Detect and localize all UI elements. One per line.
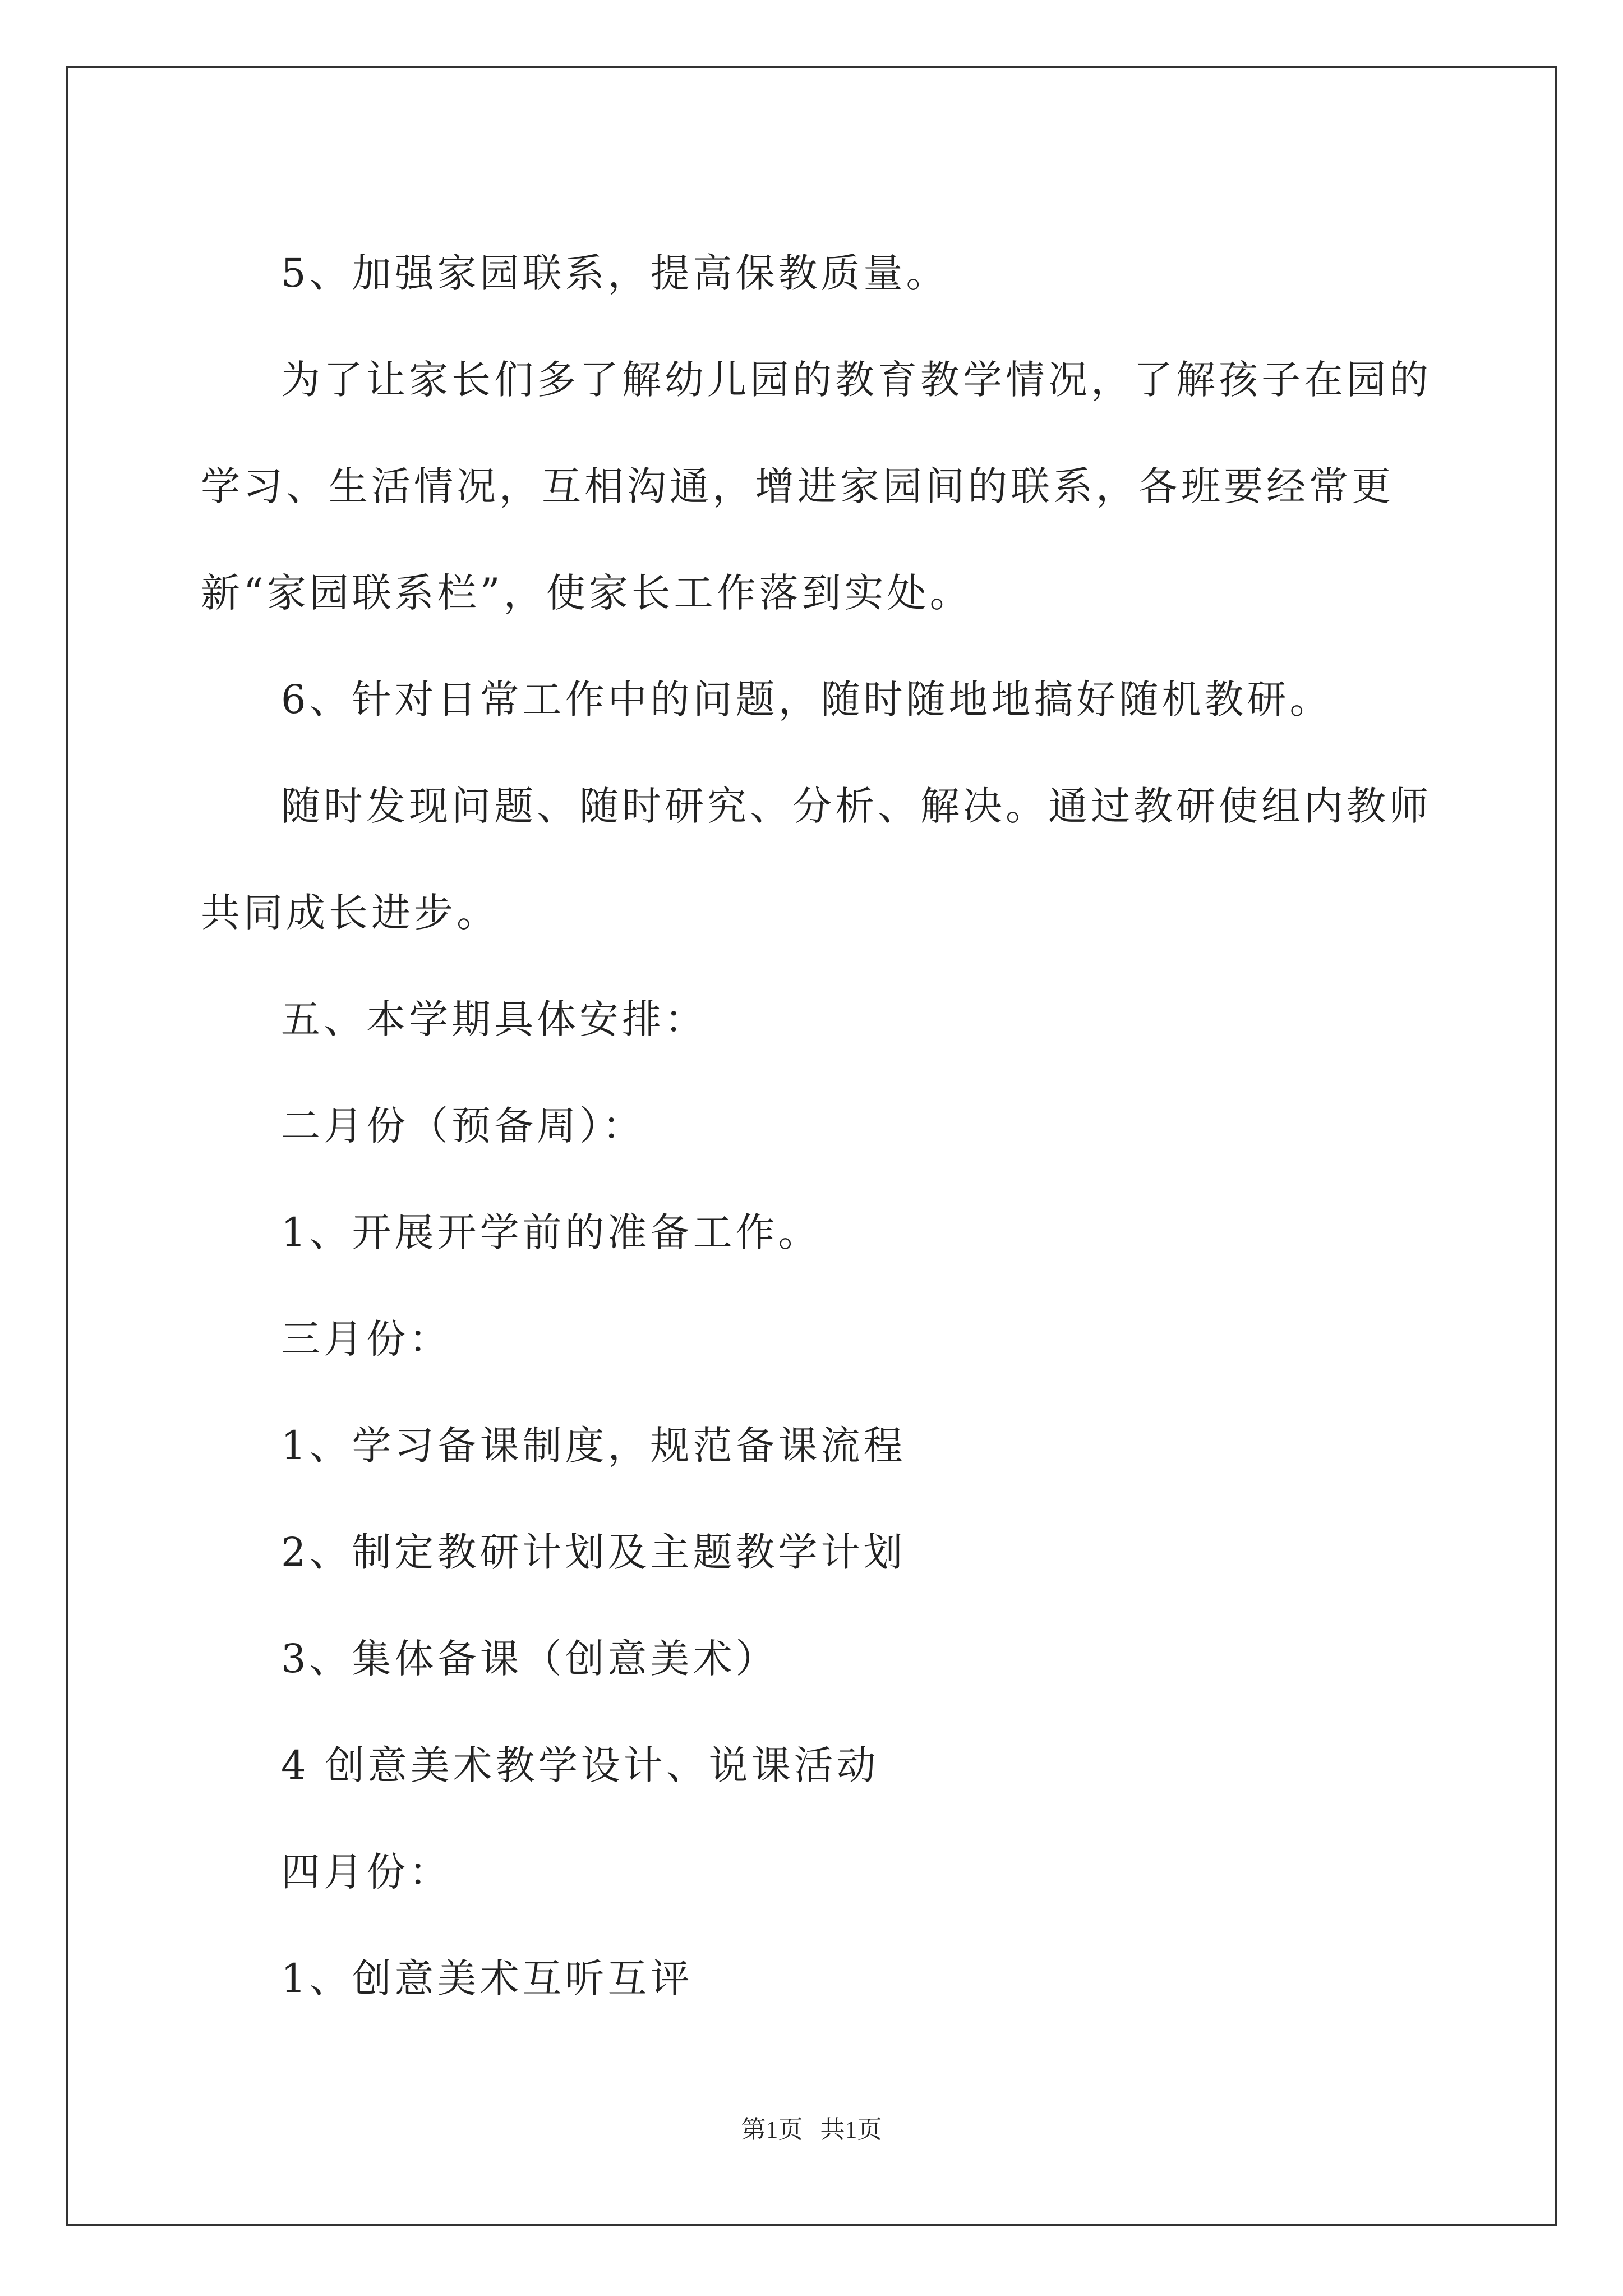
paragraph: 随时发现问题、随时研究、分析、解决。通过教研使组内教师共同成长进步。 — [201, 783, 1432, 936]
list-item: 2、制定教研计划及主题教学计划 — [281, 1529, 906, 1575]
paragraph: 5、加强家园联系，提高保教质量。 — [281, 250, 949, 296]
list-item: 1、创意美术互听互评 — [281, 1955, 693, 2001]
page-number: 第1页 — [741, 2116, 803, 2143]
list-item: 4 创意美术教学设计、说课活动 — [281, 1742, 879, 1788]
page-total: 共1页 — [820, 2116, 882, 2143]
list-item: 1、开展开学前的准备工作。 — [281, 1209, 821, 1255]
month-heading: 三月份： — [281, 1316, 451, 1362]
list-item: 1、学习备课制度，规范备课流程 — [281, 1423, 906, 1469]
paragraph: 6、针对日常工作中的问题，随时随地地搞好随机教研。 — [281, 677, 1332, 723]
month-heading: 二月份（预备周）： — [281, 1103, 645, 1149]
paragraph: 为了让家长们多了解幼儿园的教育教学情况，了解孩子在园的学习、生活情况，互相沟通，增进家园间的联系，各班要经常更新“家园联系栏”，使家长工作落到实处。 — [201, 357, 1432, 616]
list-item: 3、集体备课（创意美术） — [281, 1636, 778, 1682]
section-heading: 五、本学期具体安排： — [281, 996, 707, 1042]
month-heading: 四月份： — [281, 1849, 451, 1895]
page-footer — [0, 2109, 1623, 2145]
document-body — [201, 220, 1435, 2032]
